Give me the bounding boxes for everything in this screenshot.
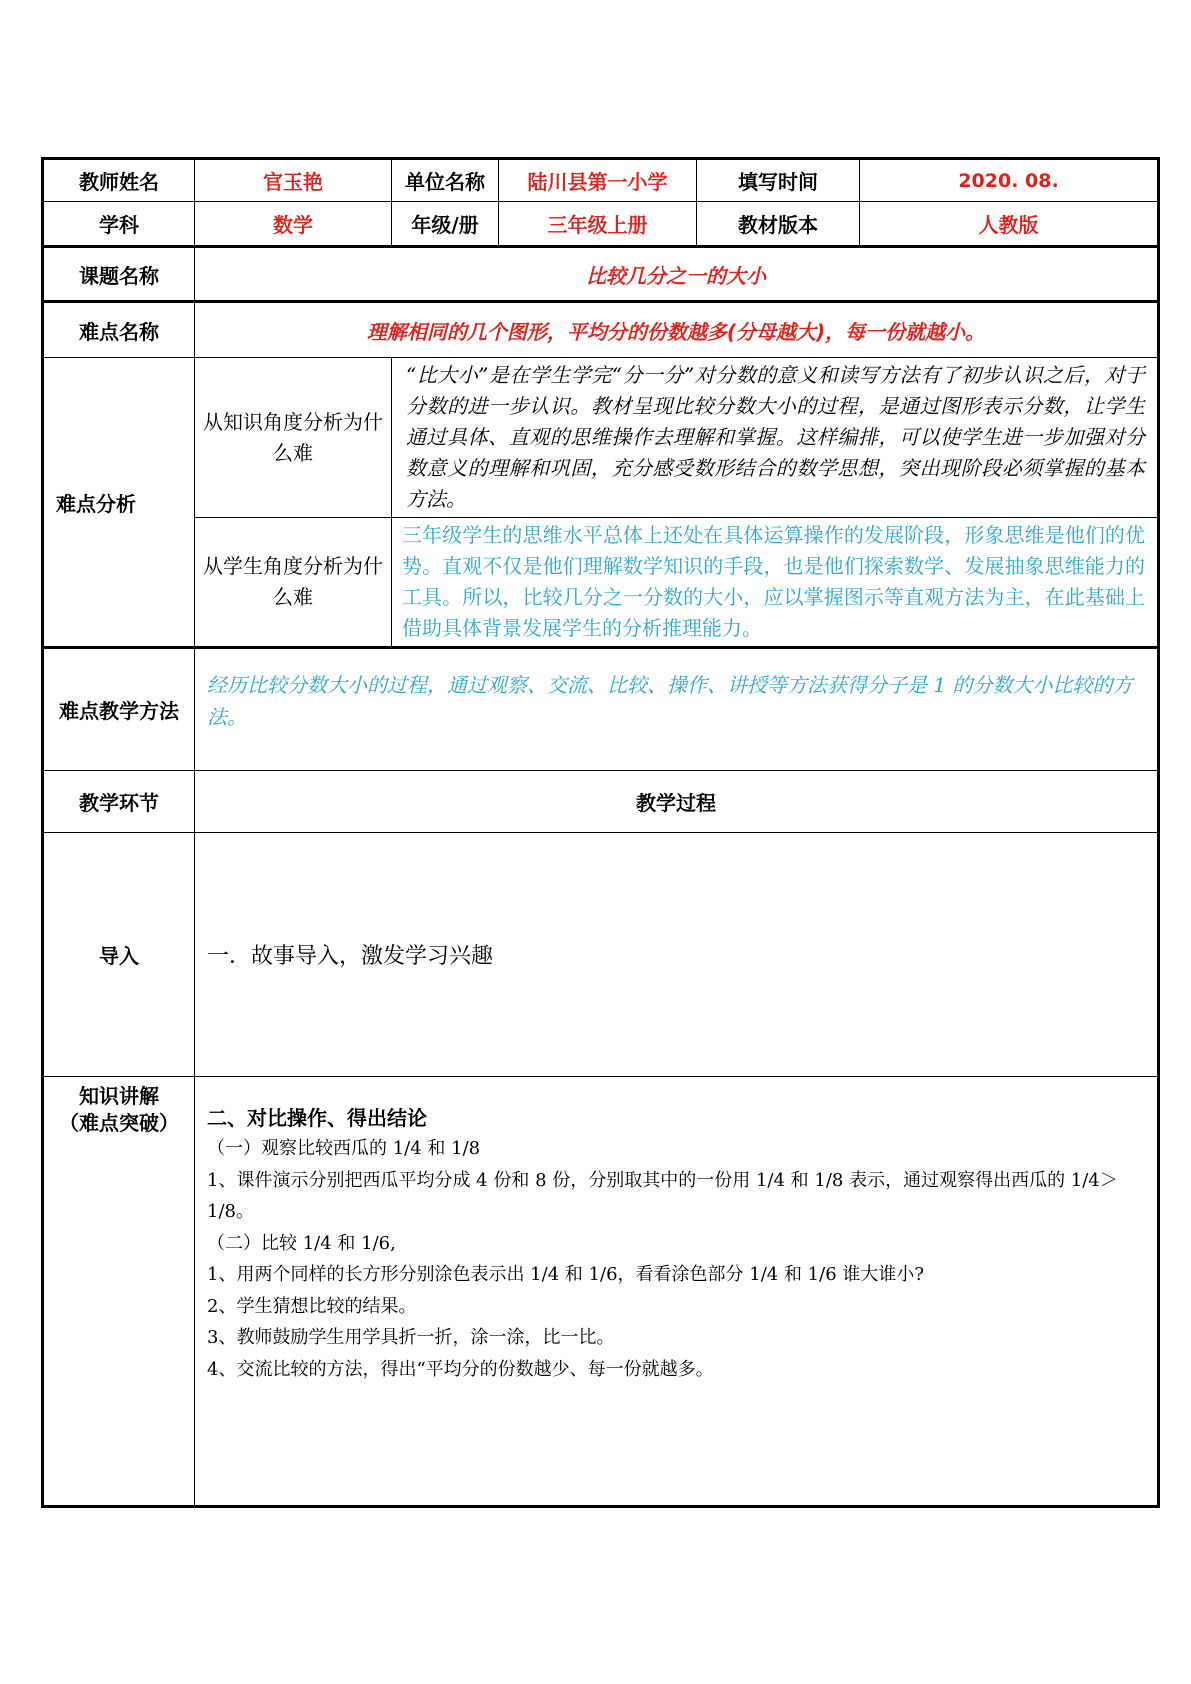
topic-label: 课题名称 [43, 247, 195, 302]
teaching-method-label: 难点教学方法 [43, 648, 195, 771]
teaching-method-text: 经历比较分数大小的过程，通过观察、交流、比较、操作、讲授等方法获得分子是 1 的分数大小比较的方法。 [195, 648, 1159, 771]
knowledge-label-line-1: 知识讲解 [79, 1084, 159, 1108]
difficulty-analysis-label: 难点分析 [43, 358, 195, 648]
knowledge-label-line-2: （难点突破） [59, 1111, 179, 1135]
knowledge-line: 2、学生猜想比较的结果。 [207, 1295, 417, 1317]
intro-label: 导入 [43, 833, 195, 1077]
method-row [43, 648, 1159, 771]
analysis-knowledge-row [43, 358, 1159, 518]
teaching-process-label: 教学过程 [195, 771, 1159, 833]
analysis-student-row [43, 518, 1159, 648]
knowledge-line: 1、课件演示分别把西瓜平均分成 4 份和 8 份，分别取其中的一份用 1/4 和 1/8 表示，通过观察得出西瓜的 1/4＞1/8。 [207, 1169, 1118, 1222]
knowledge-content [195, 1077, 1159, 1507]
teacher-name-value: 官玉艳 [195, 159, 392, 202]
unit-name-label: 单位名称 [392, 159, 499, 202]
knowledge-line: 4、交流比较的方法，得出“平均分的份数越少、每一份就越多。 [207, 1358, 714, 1380]
knowledge-line: （一）观察比较西瓜的 1/4 和 1/8 [207, 1138, 481, 1159]
student-angle-label: 从学生角度分析为什么难 [195, 518, 392, 648]
topic-row [43, 247, 1159, 302]
edition-value: 人教版 [860, 202, 1159, 247]
header-row-1 [43, 159, 1159, 202]
process-header-row [43, 771, 1159, 833]
header-row-2 [43, 202, 1159, 247]
knowledge-row [43, 1077, 1159, 1507]
intro-row [43, 833, 1159, 1077]
difficulty-row [43, 302, 1159, 358]
knowledge-line: 1、用两个同样的长方形分别涂色表示出 1/4 和 1/6，看看涂色部分 1/4 和 1/6 谁大谁小? [207, 1264, 925, 1285]
topic-value: 比较几分之一的大小 [195, 247, 1159, 302]
difficulty-value: 理解相同的几个图形，平均分的份数越多(分母越大)，每一份就越小。 [195, 302, 1159, 358]
knowledge-line: （二）比较 1/4 和 1/6, [207, 1232, 396, 1254]
unit-name-value: 陆川县第一小学 [499, 159, 697, 202]
subject-label: 学科 [43, 202, 195, 247]
edition-label: 教材版本 [697, 202, 860, 247]
knowledge-heading: 二、对比操作、得出结论 [207, 1106, 427, 1130]
teacher-name-label: 教师姓名 [43, 159, 195, 202]
knowledge-angle-label: 从知识角度分析为什么难 [195, 358, 392, 518]
fill-date-value: 2020. 08. [860, 159, 1159, 202]
knowledge-explanation-label [43, 1077, 195, 1507]
subject-value: 数学 [195, 202, 392, 247]
lesson-plan-table [41, 157, 1160, 1508]
intro-text: 一．故事导入，激发学习兴趣 [195, 833, 1159, 1077]
fill-date-label: 填写时间 [697, 159, 860, 202]
grade-label: 年级/册 [392, 202, 499, 247]
grade-value: 三年级上册 [499, 202, 697, 247]
knowledge-line: 3、教师鼓励学生用学具折一折，涂一涂，比一比。 [207, 1327, 615, 1348]
student-angle-text: 三年级学生的思维水平总体上还处在具体运算操作的发展阶段，形象思维是他们的优势。直观不仅是他们理解数学知识的手段，也是他们探索数学、发展抽象思维能力的工具。所以，比较几分之一分数的大小，应以掌握图示等直观方法为主，在此基础上借助具体背景发展学生的分析推理能力。 [392, 518, 1159, 648]
teaching-stage-label: 教学环节 [43, 771, 195, 833]
difficulty-label: 难点名称 [43, 302, 195, 358]
lesson-plan-sheet [41, 157, 1157, 1508]
knowledge-angle-text: “比大小”是在学生学完“分一分”对分数的意义和读写方法有了初步认识之后，对于分数的进一步认识。教材呈现比较分数大小的过程，是通过图形表示分数，让学生通过具体、直观的思维操作去理解和掌握。这样编排，可以使学生进一步加强对分数意义的理解和巩固，充分感受数形结合的数学思想，突出现阶段必须掌握的基本方法。 [392, 358, 1159, 518]
